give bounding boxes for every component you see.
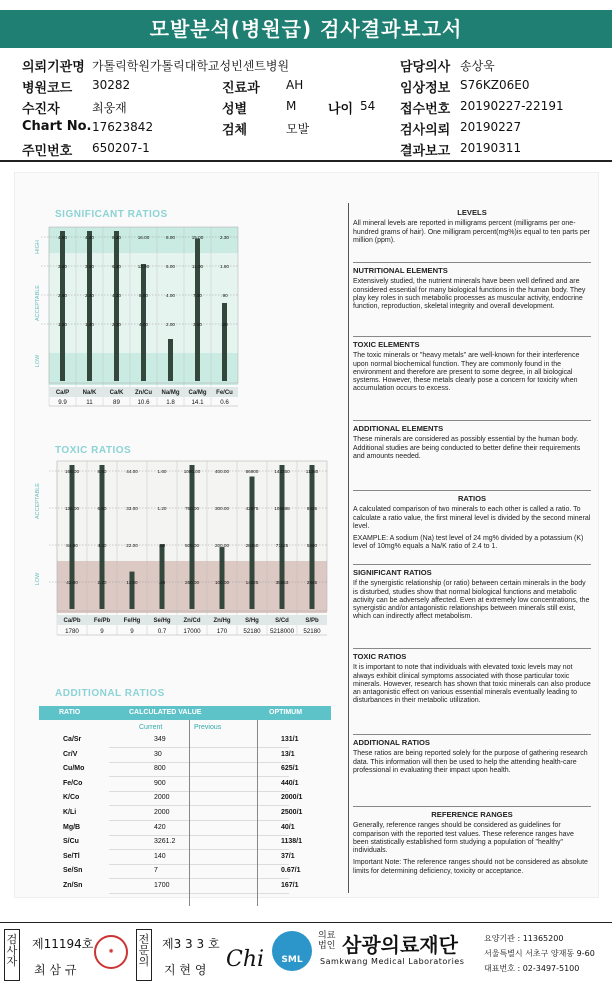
table-row: [39, 778, 331, 792]
ratio-bar: [160, 544, 165, 609]
info-section-ref: [353, 811, 591, 876]
section-rule: [353, 734, 591, 735]
category-label: Ca/Mg: [188, 390, 207, 396]
section-text: The toxic minerals or "heavy metals" are well-known for their interference upon normal biochemical function. They are commonly found in the environment and therefore are present to some degree, in all biological systems. However, these metals clearly pose a concern for toxicity when accumulation occurs to excess.: [353, 352, 580, 393]
header-value: 20190227-22191: [460, 99, 564, 113]
section-heading: RATIOS: [457, 494, 487, 503]
tick-label: 4.40: [85, 235, 94, 240]
value-label: 17000: [183, 628, 201, 635]
header-value: 모발: [286, 122, 310, 136]
facility-code: 요양기관 : 11365200: [484, 934, 564, 943]
section-heading: TOXIC RATIOS: [353, 652, 407, 661]
info-section-sigr: [353, 569, 591, 622]
tick-label: 11.00: [126, 580, 138, 585]
tick-label: 11380: [305, 469, 319, 474]
ratio-bar: [310, 465, 315, 609]
tick-label: 28450: [245, 543, 259, 548]
tick-label: 12.00: [137, 264, 150, 269]
tick-label: 400.00: [214, 469, 230, 474]
category-label: S/Cd: [275, 618, 289, 624]
optimum-value: 131/1: [281, 736, 299, 743]
section-text: A calculated comparison of two minerals to each other is called a ratio. To calculate a ratio value, the first mineral level is divided by the second mineral level.: [353, 506, 591, 530]
tick-label: 42675: [245, 506, 259, 511]
optimum-value: 2000/1: [281, 794, 303, 802]
header-label: 결과보고: [400, 144, 451, 159]
row-rule: [109, 893, 289, 894]
patient-header: [0, 52, 612, 160]
value-label: 9: [130, 628, 134, 635]
current-value: 900: [154, 779, 166, 787]
tick-label: 2.20: [97, 580, 107, 585]
category-label: Na/K: [82, 390, 97, 396]
tick-label: 1.20: [157, 506, 167, 511]
age-label: 나이: [328, 102, 354, 117]
section-heading: LEVELS: [457, 208, 487, 217]
tick-label: 4.30: [112, 293, 121, 298]
tick-label: 1000.00: [183, 469, 201, 474]
value-label: 14.1: [191, 399, 204, 406]
current-value: 800: [154, 765, 166, 773]
header-label: 검사의뢰: [400, 123, 451, 138]
tick-label: 11.00: [191, 264, 204, 269]
ratio-name: Se/Tl: [63, 852, 80, 860]
table-row: [39, 807, 331, 821]
header-label: 주민번호: [22, 144, 73, 159]
header-label: 검체: [222, 123, 248, 138]
ratio-bar: [190, 465, 195, 609]
section-text: All mineral levels are reported in milligrams percent (milligrams per one-hundred grams of hair). One milligram percent(mg%)is equal to ten parts per million (ppm).: [353, 220, 590, 244]
section-heading: REFERENCE RANGES: [431, 810, 513, 819]
header-label: 임상정보: [400, 81, 451, 96]
additional-ratios-title: ADDITIONAL RATIOS: [55, 688, 165, 699]
section-rule: [353, 420, 591, 421]
header-label: Chart No.: [22, 119, 92, 134]
value-label: 5218000: [269, 628, 295, 635]
value-label: 0.6: [220, 399, 229, 406]
header-value: 650207-1: [92, 141, 150, 155]
value-label: 170: [216, 628, 228, 635]
col-calculated: CALCULATED VALUE: [129, 709, 202, 716]
tick-label: 4.40: [97, 543, 107, 548]
tick-label: 8.80: [97, 469, 107, 474]
signature: Chi: [226, 947, 265, 972]
tick-label: 750.00: [184, 506, 200, 511]
table-row: [39, 792, 331, 806]
ratio-name: K/Co: [63, 794, 80, 802]
info-section-addr: [353, 739, 591, 775]
ratio-bar: [60, 231, 65, 381]
tick-label: 16.00: [137, 235, 150, 240]
previous-col-rule: [257, 720, 258, 906]
header-divider: [0, 160, 612, 162]
tick-label: 142250: [274, 469, 290, 474]
table-row: [39, 880, 331, 894]
table-header: [39, 706, 331, 720]
ratio-bar: [222, 303, 227, 381]
footer-divider: [0, 922, 612, 923]
tick-label: 35563: [275, 580, 289, 585]
tick-label: 33.00: [126, 506, 138, 511]
section-text: Important Note: The reference ranges should not be considered as absolute limits for determining deficiency, toxicity or acceptance.: [353, 859, 588, 875]
org-name: 삼광의료재단: [342, 933, 458, 957]
section-text: If the synergistic relationship (or ratio) between certain minerals in the body is disturbed, studies show that normal biological functions and metabolic activity can be adversely affected. Even at extremely low concentrations, the synergistic and/or antagonistic relationships between minerals still exist, which can indirectly affect metabolism.: [353, 580, 590, 621]
tick-label: 15.00: [191, 235, 204, 240]
tick-label: 4.00: [166, 293, 175, 298]
category-label: Se/Hg: [153, 618, 171, 624]
header-value: 30282: [92, 78, 131, 92]
tick-label: 2.30: [112, 322, 121, 327]
explanations-panel: [348, 203, 595, 893]
optimum-value: 0.67/1: [281, 867, 301, 875]
value-label: 1780: [65, 628, 79, 635]
tick-label: 8.00: [139, 293, 148, 298]
current-value: 30: [154, 750, 162, 758]
tick-label: 3.60: [58, 264, 67, 269]
header-value: M: [286, 99, 297, 113]
header-label: 접수번호: [400, 102, 451, 117]
doctor-name: 지 현 영: [164, 963, 207, 977]
tick-label: 2.30: [220, 235, 229, 240]
section-heading: TOXIC ELEMENTS: [353, 340, 420, 349]
current-value: 3261.2: [154, 838, 176, 846]
org-phone: 대표번호 : 02-3497-5100: [484, 964, 580, 973]
table-row: [39, 749, 331, 763]
info-section-ratios: [353, 495, 591, 552]
tick-label: 6.30: [112, 264, 121, 269]
ratio-name: Zn/Sn: [63, 882, 83, 889]
age-value: 54: [360, 99, 376, 113]
tester-license: 제11194호: [32, 937, 94, 951]
tick-label: 3.00: [193, 322, 202, 327]
ratio-bar: [70, 465, 75, 609]
category-label: Ca/K: [109, 390, 124, 396]
current-value: 7: [154, 867, 158, 875]
col-ratio: RATIO: [59, 709, 81, 716]
section-rule: [353, 806, 591, 807]
category-label: Ca/Pb: [63, 618, 81, 624]
header-value: 20190227: [460, 120, 522, 134]
section-heading: ADDITIONAL RATIOS: [353, 738, 430, 747]
axis-label: LOW: [35, 354, 41, 368]
tick-label: 126.00: [64, 506, 80, 511]
range-band: [49, 227, 238, 253]
header-label: 성별: [222, 102, 248, 117]
current-value: 1700: [154, 882, 170, 889]
tick-label: 1.60: [220, 264, 229, 269]
header-label: 수진자: [22, 102, 60, 117]
category-label: Zn/Cu: [135, 390, 152, 396]
table-row: [39, 822, 331, 836]
tick-label: 2845: [306, 580, 318, 585]
tick-label: .20: [221, 322, 228, 327]
current-value: 420: [154, 823, 166, 831]
header-label: 담당의사: [400, 60, 451, 75]
org-prefix: 의료법인: [318, 931, 336, 951]
hair-analysis-report: [14, 172, 599, 898]
info-section-toxic: [353, 341, 591, 394]
additional-ratios-table: [39, 706, 331, 906]
doctor-license: 제3 3 3 호: [162, 937, 220, 951]
tick-label: 3.40: [85, 264, 94, 269]
tick-label: .80: [158, 543, 166, 548]
section-heading: NUTRITIONAL ELEMENTS: [353, 266, 448, 275]
tick-label: 6.60: [97, 506, 107, 511]
ratio-bar: [87, 231, 92, 381]
optimum-value: 440/1: [281, 779, 299, 787]
table-row: [39, 836, 331, 850]
axis-label: HIGH: [35, 240, 41, 254]
tick-label: 2.00: [166, 322, 175, 327]
ratio-name: Ca/Sr: [63, 736, 82, 743]
optimum-value: 625/1: [281, 765, 299, 773]
org-address: 서울특별시 서초구 양재동 9-60: [484, 949, 595, 958]
section-rule: [353, 336, 591, 337]
tick-label: 8535: [306, 506, 318, 511]
org-name-en: Samkwang Medical Laboratories: [320, 957, 465, 966]
category-label: Ca/P: [55, 390, 70, 396]
ratio-bar: [220, 547, 225, 609]
header-value: 송상욱: [460, 59, 495, 73]
tick-label: 71125: [275, 543, 289, 548]
tick-label: 4.00: [139, 322, 148, 327]
section-rule: [353, 564, 591, 565]
table-row: [39, 763, 331, 777]
section-heading: ADDITIONAL ELEMENTS: [353, 424, 444, 433]
tester-label: [4, 929, 20, 981]
section-text: Generally, reference ranges should be considered as guidelines for comparison with the reported test values. These reference ranges have been statistically established form studying a population of "healthy" individuals.: [353, 822, 574, 855]
info-section-levels: [353, 209, 591, 245]
category-label: Fe/Pb: [93, 618, 111, 624]
section-text: EXAMPLE: A sodium (Na) test level of 24 mg% divided by a potassium (K) level of 10mg% equals a Na/K ratio of 2.4 to 1.: [353, 535, 584, 551]
category-label: S/Pb: [305, 618, 319, 624]
tick-label: .90: [221, 293, 228, 298]
tester-name: 최 삼 규: [34, 963, 77, 977]
section-rule: [353, 490, 591, 491]
value-label: 10.6: [137, 399, 150, 406]
section-text: Extensively studied, the nutrient minerals have been well defined and are considered essential for many biological functions in the human body. They play key roles in such metabolic processes as muscular activity, endocrine function, reproduction, skeletal integrity and overall development.: [353, 278, 586, 311]
header-label: 진료과: [222, 81, 260, 96]
tester-label-text: 검사자: [6, 933, 18, 968]
value-label: 1.8: [166, 399, 175, 406]
value-label: 52180: [303, 628, 321, 635]
tick-label: 2.60: [58, 293, 67, 298]
value-label: 9: [100, 628, 104, 635]
category-label: Zn/Cd: [183, 618, 201, 624]
doctor-label: [136, 929, 152, 981]
tick-label: 56900: [245, 469, 259, 474]
optimum-value: 167/1: [281, 882, 299, 889]
category-label: Fe/Cu: [216, 390, 233, 396]
sml-logo-icon: [272, 931, 312, 971]
ratio-bar: [97, 465, 107, 609]
tick-label: 200.00: [214, 543, 230, 548]
ratio-bar: [168, 339, 173, 381]
col-current: Current: [139, 724, 163, 731]
tick-label: 42.00: [66, 580, 78, 585]
col-optimum: OPTIMUM: [269, 709, 303, 716]
tick-label: 6.00: [166, 264, 175, 269]
logo-text: SML: [281, 955, 303, 965]
tick-label: 4.60: [58, 235, 67, 240]
col-previous: Previous: [194, 724, 222, 731]
tick-label: 106688: [274, 506, 290, 511]
header-value: 최웅재: [92, 101, 127, 115]
section-text: These minerals are considered as possibly essential by the human body. Additional studies are being conducted to better define their requirements and amounts needed.: [353, 436, 581, 460]
header-value: AH: [286, 78, 304, 92]
current-col-rule: [189, 720, 190, 906]
optimum-value: 2500/1: [281, 809, 303, 816]
tick-label: 2.40: [85, 293, 94, 298]
ratio-name: Cu/Mo: [63, 765, 85, 773]
header-value: 17623842: [92, 120, 154, 134]
header-label: 병원코드: [22, 81, 73, 96]
tick-label: 7.00: [193, 293, 202, 298]
category-label: Fe/Hg: [123, 618, 141, 624]
tick-label: 250.00: [184, 580, 200, 585]
value-label: 89: [113, 399, 120, 406]
section-text: These ratios are being reported solely for the purpose of gathering research data. This information will then be used to help the attending health-care professional in evaluating their impact upon health.: [353, 750, 588, 774]
tick-label: 500.00: [184, 543, 200, 548]
info-section-toxr: [353, 653, 591, 706]
header-value: S76KZ06E0: [460, 78, 530, 92]
tick-label: 22.00: [126, 543, 138, 548]
footer: [0, 925, 612, 985]
seal-stamp: ✺: [94, 935, 128, 969]
tick-label: 5690: [306, 543, 318, 548]
value-label: 9.9: [58, 399, 67, 406]
ratio-name: K/Li: [63, 809, 77, 816]
ratio-name: Cr/V: [63, 750, 78, 758]
tick-label: 300.00: [214, 506, 230, 511]
toxic-ratios-chart: [25, 457, 330, 662]
ratio-bar: [130, 572, 135, 609]
category-label: S/Hg: [245, 618, 259, 624]
value-label: 0.7: [157, 628, 167, 635]
doctor-label-text: 전문의: [138, 933, 150, 968]
axis-label: ACCEPTABLE: [35, 285, 41, 321]
optimum-value: 1138/1: [281, 838, 303, 846]
optimum-value: 13/1: [281, 750, 295, 758]
table-row: [39, 865, 331, 879]
tick-label: 1.40: [85, 322, 94, 327]
tick-label: 8.00: [166, 235, 175, 240]
ratio-name: Mg/B: [63, 823, 81, 831]
significant-ratios-chart: [25, 221, 245, 417]
section-text: It is important to note that individuals with elevated toxic levels may not always exhibit clinical symptoms associated with those particular toxic minerals. However, research has shown that toxic minerals can also produce an antagonistic effect on various essential minerals eventually leading to disturbances in their metabolic utilization.: [353, 664, 591, 705]
header-value: 20190311: [460, 141, 522, 155]
ratio-bar: [280, 465, 285, 609]
header-value: 가톨릭학원가톨릭대학교성빈센트병원: [92, 59, 290, 73]
category-label: Na/Mg: [161, 390, 180, 396]
ratio-name: Fe/Co: [63, 779, 83, 787]
section-heading: SIGNIFICANT RATIOS: [353, 568, 432, 577]
tick-label: 84.00: [66, 543, 78, 548]
table-row: [39, 851, 331, 865]
report-title: 모발분석(병원급) 검사결과보고서: [0, 10, 612, 48]
optimum-value: 37/1: [281, 852, 295, 860]
tick-label: 14225: [245, 580, 259, 585]
section-rule: [353, 262, 591, 263]
tick-label: 1.60: [58, 322, 67, 327]
value-label: 11: [86, 399, 93, 406]
tick-label: 8.30: [112, 235, 121, 240]
tick-label: 1.60: [157, 469, 167, 474]
current-value: 2000: [154, 809, 170, 816]
axis-label: ACCEPTABLE: [35, 483, 41, 519]
tick-label: 44.00: [126, 469, 138, 474]
axis-label: LOW: [35, 572, 41, 586]
header-label: 의뢰기관명: [22, 60, 85, 75]
optimum-value: 40/1: [281, 823, 295, 831]
ratio-bar: [114, 231, 119, 381]
section-rule: [353, 648, 591, 649]
table-row: [39, 734, 331, 748]
ratio-name: S/Cu: [63, 838, 79, 846]
value-label: 52180: [243, 628, 261, 635]
tick-label: .40: [158, 580, 166, 585]
current-value: 140: [154, 852, 166, 860]
info-section-nutri: [353, 267, 591, 311]
info-section-addel: [353, 425, 591, 461]
current-value: 349: [154, 736, 166, 743]
current-value: 2000: [154, 794, 170, 802]
toxic-ratios-title: TOXIC RATIOS: [55, 445, 132, 456]
significant-ratios-title: SIGNIFICANT RATIOS: [55, 209, 168, 220]
category-label: Zn/Hg: [213, 618, 231, 624]
tick-label: 168.00: [64, 469, 80, 474]
ratio-bar: [195, 239, 200, 382]
tick-label: 100.00: [214, 580, 230, 585]
ratio-name: Se/Sn: [63, 867, 83, 875]
